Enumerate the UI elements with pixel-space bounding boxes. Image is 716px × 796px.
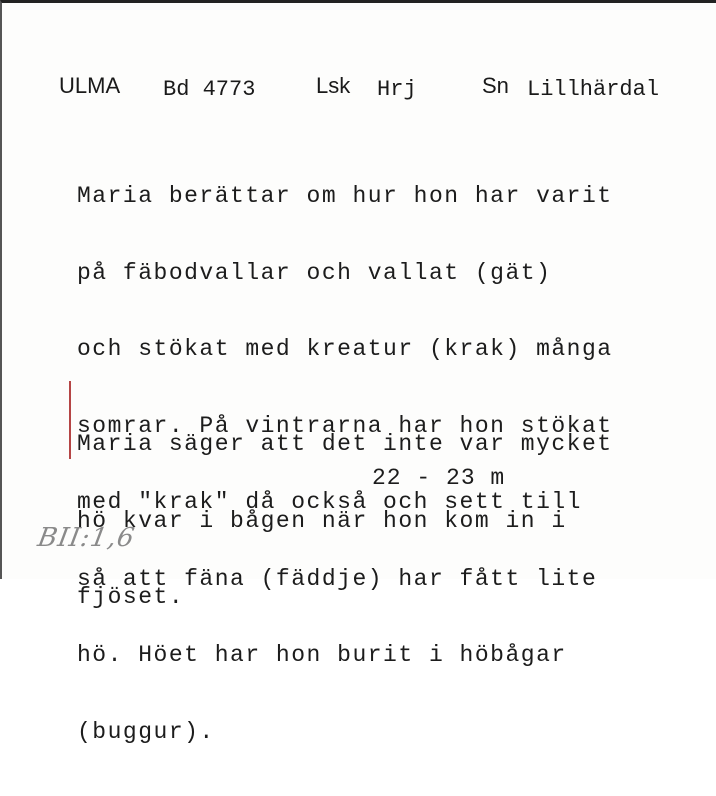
text-line: på fäbodvallar och vallat (gät) <box>77 259 552 286</box>
text-line: hö. Höet har hon burit i höbågar <box>77 642 567 668</box>
parish-label: Sn <box>482 73 509 98</box>
text-line: och stökat med kreatur (krak) många <box>77 336 613 362</box>
text-line: somrar. På vintrarna har hon stökat <box>77 412 613 439</box>
parish-value: Lillhärdal <box>527 77 660 102</box>
text-line: fjöset. <box>77 584 185 610</box>
volume-number: Bd 4773 <box>163 77 256 102</box>
margin-marker <box>69 381 71 459</box>
text-line: Maria säger att det inte var mycket <box>77 431 613 457</box>
archive-code: ULMA <box>59 73 121 98</box>
text-line: hö kvar i bågen när hon kom in i <box>77 507 567 534</box>
card-header <box>59 73 709 113</box>
text-line: med "krak" då också och sett till <box>77 489 582 515</box>
text-line: (buggur). <box>77 718 215 745</box>
page-reference: 22 - 23 m <box>372 465 506 491</box>
text-line: Maria berättar om hur hon har varit <box>77 183 613 209</box>
handwritten-signum: BII:1,6 <box>35 523 138 553</box>
text-line: så att fäna (fäddje) har fått lite <box>77 565 598 592</box>
record-paragraph-2 <box>77 381 613 662</box>
region-label: Lsk <box>316 73 351 98</box>
region-value: Hrj <box>377 77 417 102</box>
